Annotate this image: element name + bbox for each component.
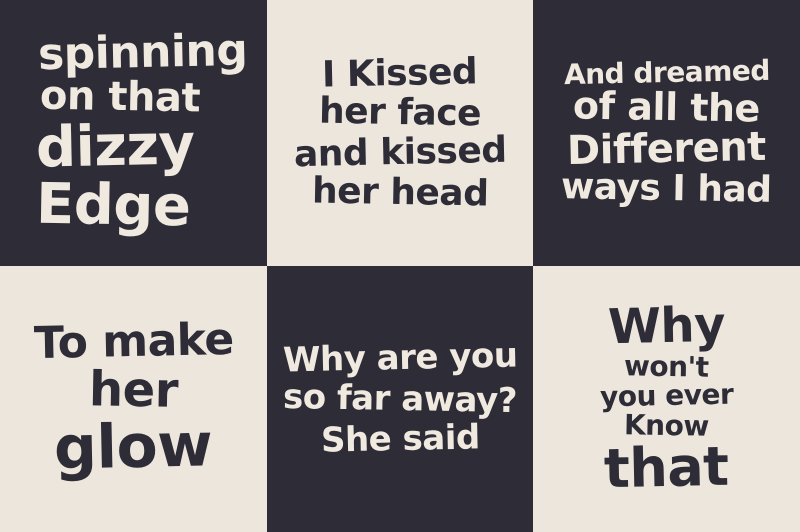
tile-line: so far away? xyxy=(282,376,518,421)
tile-line: Edge xyxy=(35,171,191,240)
tile-line: Why are you xyxy=(282,335,518,381)
tile-line: her head xyxy=(311,170,489,215)
lettering-tile-6 xyxy=(533,266,800,532)
tile-line: And dreamed xyxy=(563,54,770,92)
lettering-tile-4 xyxy=(0,266,267,532)
tile-line: her face xyxy=(318,90,482,135)
lettering-tile-2 xyxy=(267,0,533,266)
tile-line: Different xyxy=(566,123,767,174)
lettering-tile-3 xyxy=(533,0,800,266)
tile-line: Know xyxy=(623,407,710,443)
lettering-tile-1 xyxy=(0,0,267,266)
tile-line: that xyxy=(603,434,730,501)
tile-line: spinning xyxy=(37,24,248,81)
tile-line: I Kissed xyxy=(321,51,479,96)
tile-line: Why xyxy=(607,297,726,356)
tile-line: you ever xyxy=(599,377,734,414)
tile-line: and kissed xyxy=(293,129,507,176)
tile-line: To make xyxy=(33,314,234,370)
tile-line: of all the xyxy=(572,83,761,131)
tile-line: ways I had xyxy=(560,165,773,211)
tile-line: won't xyxy=(623,349,710,384)
tile-line: glow xyxy=(53,410,214,484)
tile-line: dizzy xyxy=(35,112,196,181)
lettering-tile-5 xyxy=(267,266,533,532)
tile-line: her xyxy=(88,361,179,420)
tile-line: She said xyxy=(320,417,480,462)
tile-line: on that xyxy=(39,72,201,122)
